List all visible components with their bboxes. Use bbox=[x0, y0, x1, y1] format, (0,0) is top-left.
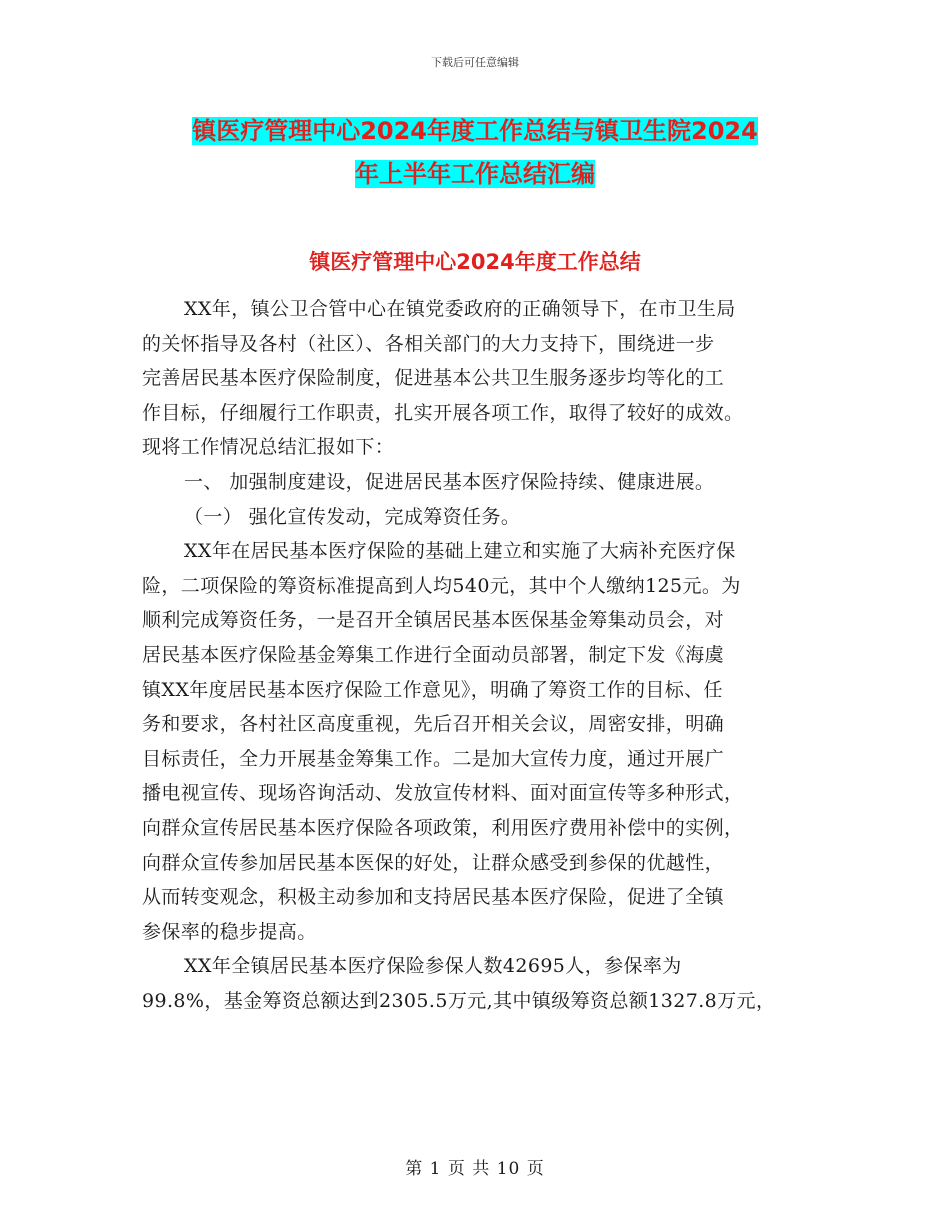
paragraph-line: 的关怀指导及各村（社区）、各相关部门的大力支持下，围绕进一步 bbox=[142, 332, 715, 355]
paragraph-line: 目标责任，全力开展基金筹集工作。二是加大宣传力度，通过开展广 bbox=[142, 747, 725, 770]
paragraph-line: 作目标，仔细履行工作职责，扎实开展各项工作，取得了较好的成效。 bbox=[142, 401, 744, 424]
heading-level-2: （一） 强化宣传发动，完成筹资任务。 bbox=[184, 505, 521, 528]
paragraph-line: 播电视宣传、现场咨询活动、发放宣传材料、面对面宣传等多种形式， bbox=[142, 782, 744, 805]
paragraph-line: 99.8%，基金筹资总额达到2305.5万元,其中镇级筹资总额1327.8万元， bbox=[142, 989, 776, 1012]
paragraph-line: 向群众宣传参加居民基本医保的好处，让群众感受到参保的优越性， bbox=[142, 851, 725, 874]
paragraph-line: 向群众宣传居民基本医疗保险各项政策，利用医疗费用补偿中的实例， bbox=[142, 816, 744, 839]
paragraph-line: 从而转变观念，积极主动参加和支持居民基本医疗保险，促进了全镇 bbox=[142, 886, 725, 909]
section-heading: 镇医疗管理中心2024年度工作总结 bbox=[309, 250, 641, 274]
paragraph-line: XX年在居民基本医疗保险的基础上建立和实施了大病补充医疗保 bbox=[184, 540, 736, 563]
body-text bbox=[142, 292, 822, 1018]
paragraph-line: 镇XX年度居民基本医疗保险工作意见》，明确了筹资工作的目标、任 bbox=[142, 678, 723, 701]
paragraph-line: XX年，镇公卫合管中心在镇党委政府的正确领导下，在市卫生局 bbox=[184, 298, 736, 320]
paragraph-line: 参保率的稳步提高。 bbox=[142, 920, 317, 943]
paragraph-line: 顺利完成筹资任务，一是召开全镇居民基本医保基金筹集动员会，对 bbox=[142, 609, 725, 632]
document-title-line-2: 年上半年工作总结汇编 bbox=[355, 160, 595, 188]
paragraph-line: 务和要求，各村社区高度重视，先后召开相关会议，周密安排，明确 bbox=[142, 713, 725, 736]
paragraph-line: 险，二项保险的筹资标准提高到人均540元，其中个人缴纳125元。为 bbox=[142, 574, 741, 597]
paragraph-line: 现将工作情况总结汇报如下： bbox=[142, 436, 395, 459]
paragraph-line: XX年全镇居民基本医疗保险参保人数42695人，参保率为 bbox=[184, 955, 682, 978]
paragraph-line: 完善居民基本医疗保险制度，促进基本公共卫生服务逐步均等化的工 bbox=[142, 367, 725, 390]
page-header-note: 下载后可任意编辑 bbox=[431, 56, 519, 69]
heading-level-1: 一、 加强制度建设，促进居民基本医疗保险持续、健康进展。 bbox=[184, 470, 715, 493]
document-title-line-1: 镇医疗管理中心2024年度工作总结与镇卫生院2024 bbox=[192, 117, 758, 145]
document-title bbox=[0, 110, 950, 196]
paragraph-line: 居民基本医疗保险基金筹集工作进行全面动员部署，制定下发《海虞 bbox=[142, 643, 725, 666]
page-number: 第 1 页 共 10 页 bbox=[405, 1159, 545, 1179]
